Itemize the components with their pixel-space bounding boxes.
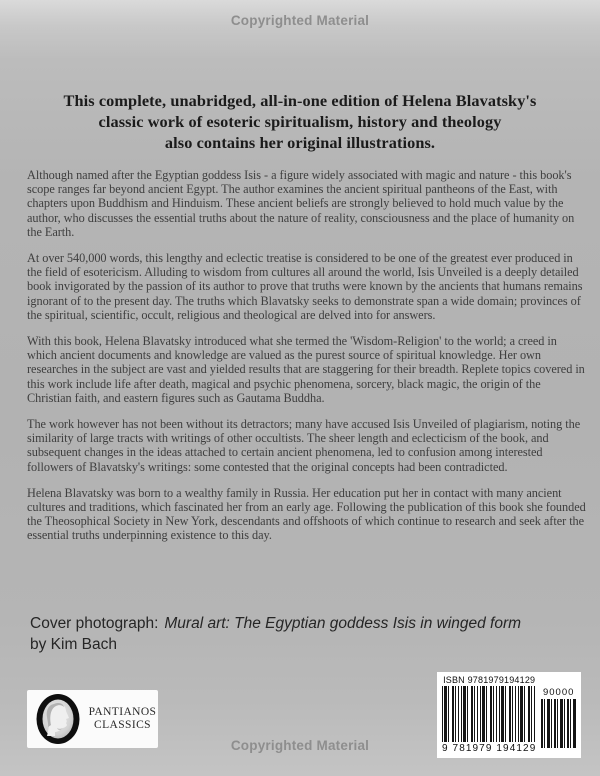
publisher-name (87, 706, 158, 732)
headline-line-1: This complete, unabridged, all-in-one edition of Helena Blavatsky's (63, 91, 537, 110)
isbn-digits: 9 781979 194129 (442, 743, 537, 754)
headline-line-3: also contains her original illustrations. (164, 133, 436, 152)
credit-line-1 (30, 613, 570, 634)
publisher-name-line-2: CLASSICS (94, 719, 151, 731)
credit-prefix: Cover photograph: (30, 615, 159, 632)
isbn-label: ISBN 9781979194129 (443, 675, 536, 685)
back-cover-blurb (27, 168, 587, 555)
paragraph-1: Although named after the Egyptian goddess Isis - a figure widely associated with magic and nature - this book's scope ranges far beyond ancient Egypt. The author examines the ancient spiritual pantheons of the East, with chapters upon Buddhism and Hinduism. These ancient beliefs are strongly believed to hold much value by the author, who discusses the essential truths about the nature of reality, consciousness and the place of humanity on the Earth. (27, 168, 575, 239)
paragraph-2: At over 540,000 words, this lengthy and eclectic treatise is considered to be one of the greatest ever produced in the field of esotericism. Alluding to wisdom from cultures all around the world, Isis Unveiled is a deeply detailed book invigorated by the passion of its author to prove that truths were known by the ancients that humans remains ignorant of to the present day. The truths which Blavatsky seeks to demonstrate span a wide domain; provinces of the spiritual, scientific, occult, religious and theological are delved into for answers. (27, 251, 583, 322)
paragraph-5: Helena Blavatsky was born to a wealthy family in Russia. Her education put her in contact with many ancient cultures and traditions, which fascinated her from an early age. Following the publication of this book she founded the Theosophical Society in New York, descendants and offshoots of which continue to research and seek after the essential truths underpinning existence to this day. (27, 485, 586, 543)
addon-digits: 90000 (542, 687, 575, 698)
credit-byline: by Kim Bach (30, 636, 118, 653)
paragraph-3: With this book, Helena Blavatsky introduced what she termed the 'Wisdom-Religion' to the world; a creed in which ancient documents and knowledge are valued as the purest source of spiritual knowledge. Her own researches in the subject are vast and yielded results that are staggering for their breadth. Replete topics covered in this work include life after death, magical and psychic phenomena, sorcery, black magic, the origin of the Christian faith, and eastern figures such as Gautama Buddha. (27, 334, 585, 405)
publisher-name-line-1: PANTIANOS (88, 706, 157, 718)
headline-line-2: classic work of esoteric spiritualism, history and theology (98, 112, 502, 131)
barcode-bars-icon (442, 686, 536, 742)
headline (0, 90, 600, 153)
credit-title: Mural art: The Egyptian goddess Isis in winged form (164, 615, 522, 632)
cover-photo-credit (30, 613, 570, 655)
paragraph-4: The work however has not been without its detractors; many have accused Isis Unveiled of plagiarism, noting the similarity of large tracts with writings of other occultists. The sheer length and eclecticism of the book, and subsequent changes in the ideas attached to certain ancient phenomena, led to confusion among interested followers of Blavatsky's writings: some contested that the original concepts had been contradicted. (27, 417, 581, 474)
copyright-banner-top: Copyrighted Material (230, 13, 370, 28)
copyright-banner-bottom: Copyrighted Material (230, 738, 370, 753)
